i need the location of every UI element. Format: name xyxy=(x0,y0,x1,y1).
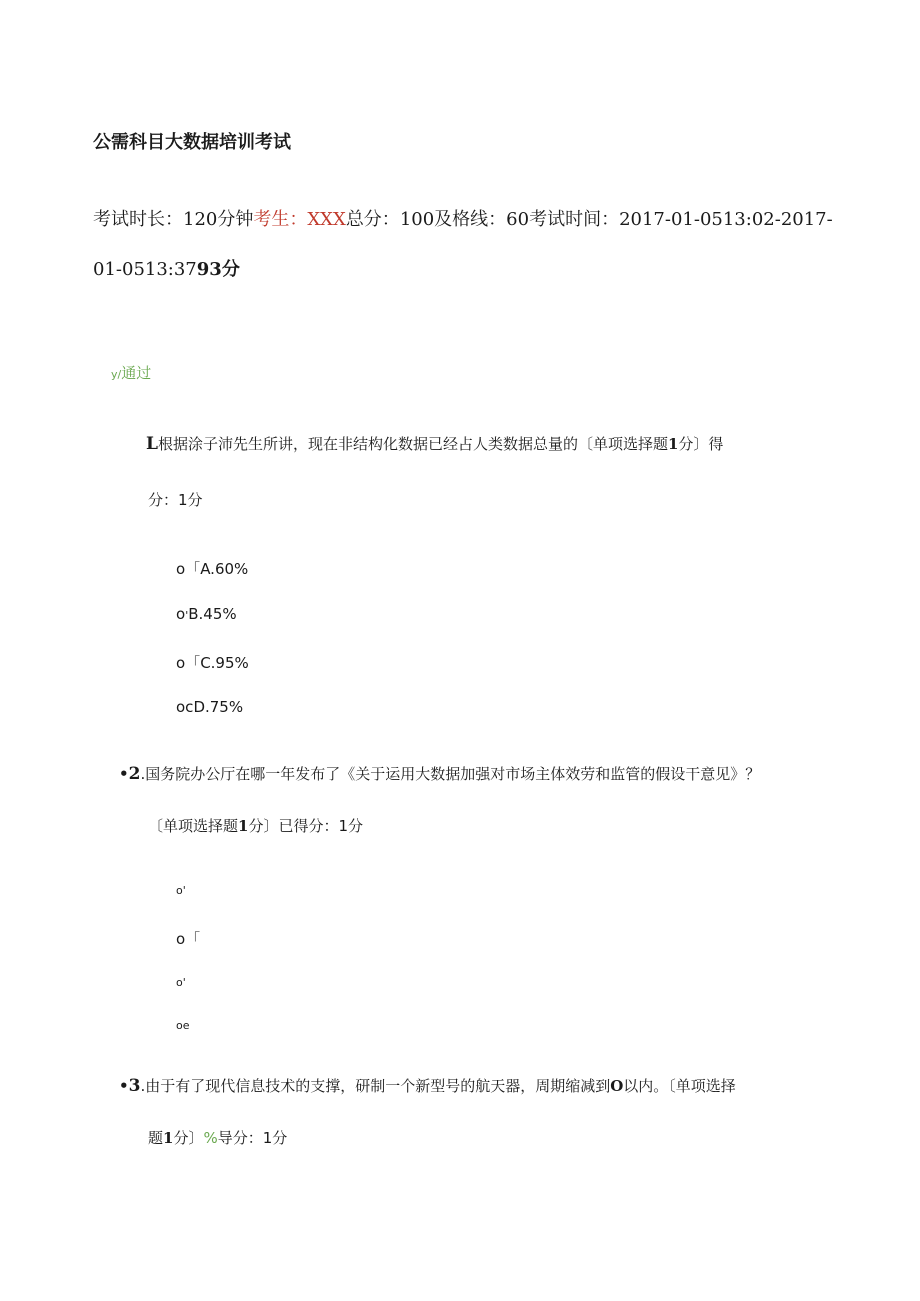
duration-label: 考试时长： xyxy=(93,209,183,230)
question-3-score xyxy=(148,1127,287,1148)
score-unit: 分 xyxy=(221,259,240,280)
radio-icon[interactable]: oc xyxy=(176,698,194,716)
question-3-number: 3 xyxy=(128,1076,141,1096)
question-2-type-num: 1 xyxy=(238,817,249,835)
total-value: 100 xyxy=(399,209,435,230)
q1-option-a[interactable] xyxy=(176,558,248,579)
pass-value: 60 xyxy=(506,209,530,230)
radio-icon[interactable]: oe xyxy=(176,1019,190,1032)
question-2-score xyxy=(148,815,363,836)
radio-icon[interactable]: o xyxy=(176,976,183,989)
option-label: C.95% xyxy=(200,654,249,672)
q2-option-1[interactable]: o' xyxy=(176,884,186,897)
question-1-text xyxy=(146,433,723,454)
question-1-type-num: 1 xyxy=(667,435,679,453)
exam-title: 公需科目大数据培训考试 xyxy=(93,132,291,153)
radio-icon[interactable]: o「 xyxy=(176,930,201,948)
question-2-type-pre: 〔单项选择题 xyxy=(148,817,239,835)
q1-option-d[interactable] xyxy=(176,698,243,716)
question-3-type-pre: 题 xyxy=(148,1129,164,1147)
question-1-type-tail: 分〕得 xyxy=(678,435,724,453)
score-value: 93 xyxy=(196,259,222,280)
option-label: D.75% xyxy=(193,698,244,716)
time-value-line2: 01-0513:37 xyxy=(93,259,197,280)
question-3-green-mark: % xyxy=(203,1129,218,1147)
option-label: B.45% xyxy=(188,605,237,623)
time-value-line1: 2017-01-0513:02-2017- xyxy=(619,209,833,230)
radio-icon[interactable]: o「 xyxy=(176,654,201,672)
duration-value: 120 xyxy=(183,209,218,230)
question-2-stem: .国务院办公厅在哪一年发布了《关于运用大数据加强对市场主体效劳和监管的假设干意见》？ xyxy=(140,765,761,783)
exam-meta-line2 xyxy=(93,255,240,281)
check-mark-icon: y/ xyxy=(111,368,122,381)
pass-status xyxy=(111,362,151,383)
total-label: 总分： xyxy=(345,209,400,230)
q2-option-3[interactable]: o' xyxy=(176,976,186,989)
bullet-icon: • xyxy=(119,1077,129,1095)
time-label: 考试时间： xyxy=(529,209,620,230)
question-2-text xyxy=(119,763,760,784)
question-1-stem: 根据涂子沛先生所讲，现在非结构化数据已经占人类数据总量的〔单项选择题 xyxy=(157,435,668,453)
question-3-stem: .由于有了现代信息技术的支撑，研制一个新型号的航天器，周期缩减到 xyxy=(140,1077,611,1095)
question-1-score: 分：1分 xyxy=(148,491,203,509)
exam-meta-line1 xyxy=(93,205,833,231)
q1-option-c[interactable] xyxy=(176,652,249,673)
bullet-icon: • xyxy=(119,765,129,783)
question-2-type-tail: 分〕已得分：1分 xyxy=(248,817,363,835)
q1-option-b[interactable]: o'B.45% xyxy=(176,605,237,623)
radio-icon[interactable]: o「 xyxy=(176,560,201,578)
candidate-value: XXX xyxy=(307,209,346,230)
question-3-text xyxy=(119,1075,736,1096)
option-label: A.60% xyxy=(200,560,249,578)
question-1-number: L xyxy=(146,434,158,454)
radio-icon[interactable]: o xyxy=(176,884,183,897)
pass-status-label: 通过 xyxy=(121,364,152,382)
q2-option-4[interactable] xyxy=(176,1015,190,1033)
question-2-number: 2 xyxy=(128,764,141,784)
question-3-type-mid: 分〕 xyxy=(173,1129,204,1147)
question-3-blank: O xyxy=(610,1077,624,1095)
candidate-label: 考生： xyxy=(253,209,308,230)
radio-icon[interactable]: o xyxy=(176,605,186,623)
question-3-type-num: 1 xyxy=(163,1129,174,1147)
question-3-score-tail: 导分：1分 xyxy=(217,1129,288,1147)
q2-option-2[interactable] xyxy=(176,928,200,949)
duration-unit: 分钟 xyxy=(217,209,254,230)
question-3-stem-tail: 以内。〔单项选择 xyxy=(623,1077,736,1095)
pass-label: 及格线： xyxy=(434,209,507,230)
